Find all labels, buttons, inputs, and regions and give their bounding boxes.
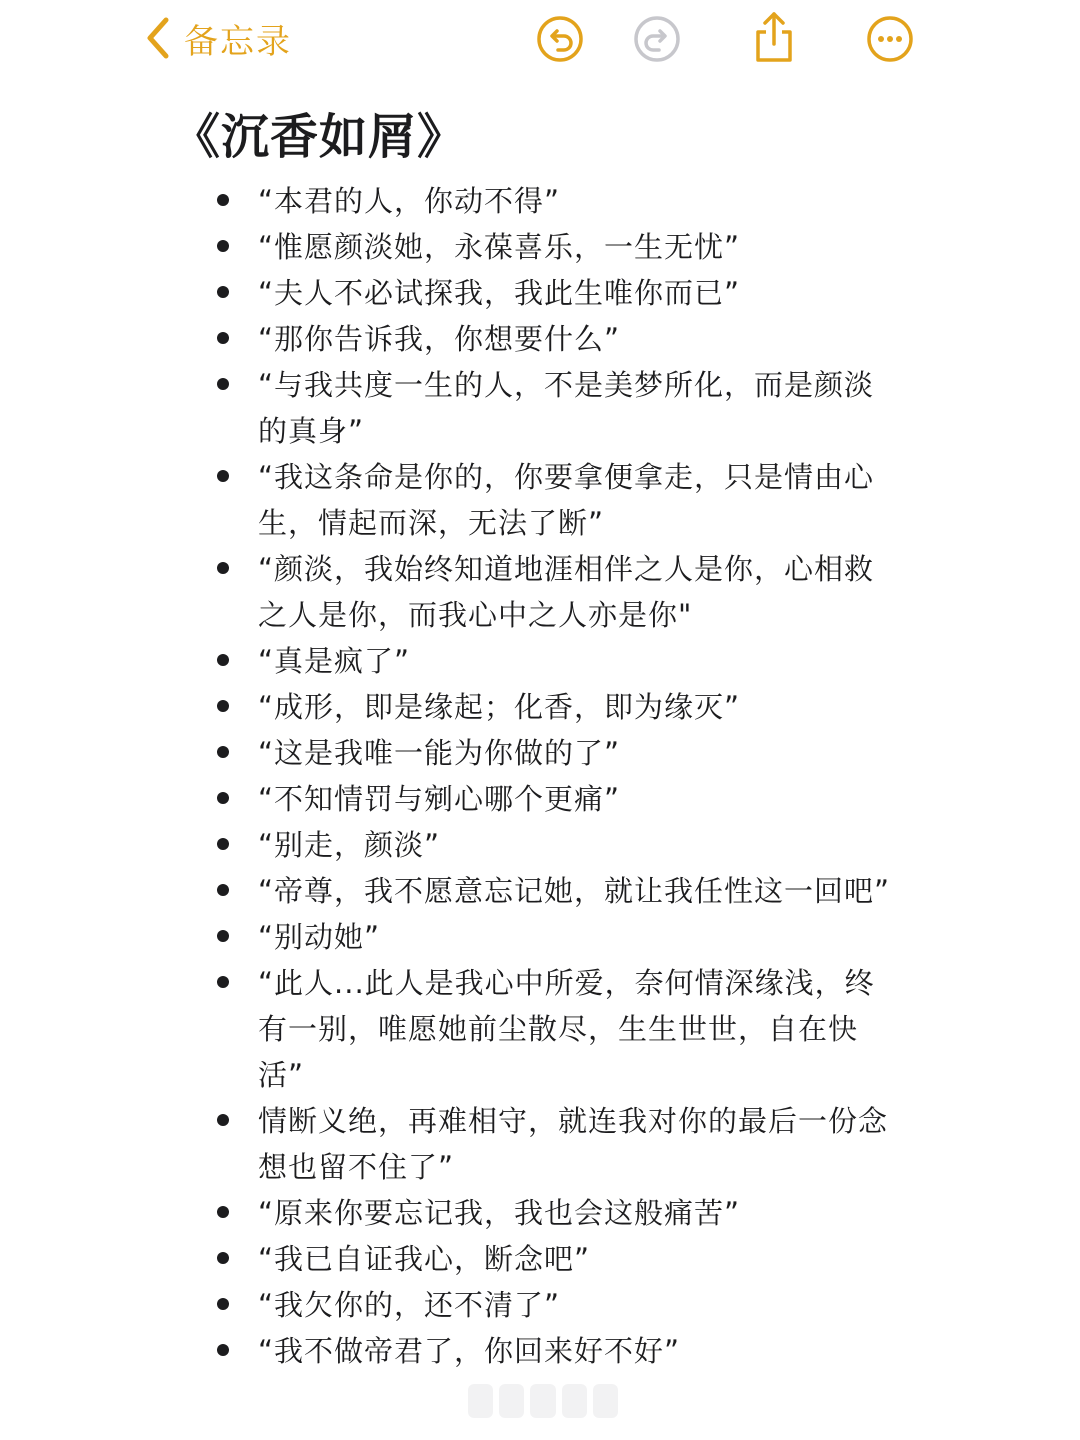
list-item [0,776,903,822]
list-item [0,960,903,1098]
note-title: 《沉香如屑》 [172,109,467,165]
bullet-icon [217,562,229,574]
list-item [0,178,903,224]
bullet-icon [217,470,229,482]
list-item [0,1190,903,1236]
bullet-icon [217,1206,229,1218]
list-item-text: “这是我唯一能为你做的了” [258,736,621,770]
bullet-icon [217,930,229,942]
undo-button[interactable] [536,15,584,63]
list-item [0,1236,903,1282]
chevron-left-icon [144,16,170,60]
list-item-text: “不知情罚与剜心哪个更痛” [258,782,621,816]
list-item-text: “惟愿颜淡她，永葆喜乐，一生无忧” [258,230,741,264]
bullet-icon [217,746,229,758]
list-item-text: “我已自证我心，断念吧” [258,1242,591,1276]
list-item-text: “本君的人，你动不得” [258,184,561,218]
list-item-text: 情断义绝，再难相守，就连我对你的最后一份念想也留不住了” [258,1104,889,1184]
navigation-bar [0,0,1080,80]
list-item-text: “帝尊，我不愿意忘记她，就让我任性这一回吧” [258,874,891,908]
list-item [0,730,903,776]
list-item [0,454,903,546]
bullet-icon [217,332,229,344]
list-item [0,362,903,454]
list-item-text: “此人...此人是我心中所爱，奈何情深缘浅，终有一别，唯愿她前尘散尽，生生世世，自在快活” [258,966,875,1092]
undo-icon [536,15,584,63]
list-item-text: “别动她” [258,920,381,954]
redo-button[interactable] [633,15,681,63]
list-item [0,638,903,684]
bullet-icon [217,240,229,252]
list-item [0,316,903,362]
redo-icon [633,15,681,63]
list-item [0,914,903,960]
list-item [0,684,903,730]
bullet-icon [217,1344,229,1356]
list-item-text: “别走，颜淡” [258,828,441,862]
list-item [0,868,903,914]
list-item-text: “那你告诉我，你想要什么” [258,322,621,356]
list-item-text: “我这条命是你的，你要拿便拿走，只是情由心生，情起而深，无法了断” [258,460,875,540]
list-item [0,1328,903,1374]
list-item-text: “真是疯了” [258,644,411,678]
list-item-text: “成形，即是缘起；化香，即为缘灭” [258,690,741,724]
list-item [0,270,903,316]
share-button[interactable] [750,10,798,64]
list-item [0,1098,903,1190]
more-button[interactable] [866,15,914,63]
bullet-icon [217,1252,229,1264]
bullet-icon [217,654,229,666]
back-button[interactable] [144,14,292,62]
bullet-icon [217,1114,229,1126]
back-label: 备忘录 [184,21,292,62]
list-item-text: “我欠你的，还不清了” [258,1288,561,1322]
bullet-icon [217,884,229,896]
list-item [0,546,903,638]
bullet-icon [217,1298,229,1310]
quote-list [0,178,1080,1374]
share-icon [750,10,798,64]
list-item [0,1282,903,1328]
bullet-icon [217,378,229,390]
list-item-text: “颜淡，我始终知道地涯相伴之人是你，心相救之人是你，而我心中之人亦是你" [258,552,875,632]
list-item-text: “与我共度一生的人，不是美梦所化，而是颜淡的真身” [258,368,875,448]
list-item-text: “夫人不必试探我，我此生唯你而已” [258,276,741,310]
more-icon [866,15,914,63]
list-item [0,224,903,270]
watermark-overlay [468,1384,618,1418]
bullet-icon [217,976,229,988]
bullet-icon [217,194,229,206]
bullet-icon [217,838,229,850]
bullet-icon [217,792,229,804]
bullet-icon [217,286,229,298]
list-item-text: “我不做帝君了，你回来好不好” [258,1334,681,1368]
list-item [0,822,903,868]
bullet-icon [217,700,229,712]
list-item-text: “原来你要忘记我，我也会这般痛苦” [258,1196,741,1230]
